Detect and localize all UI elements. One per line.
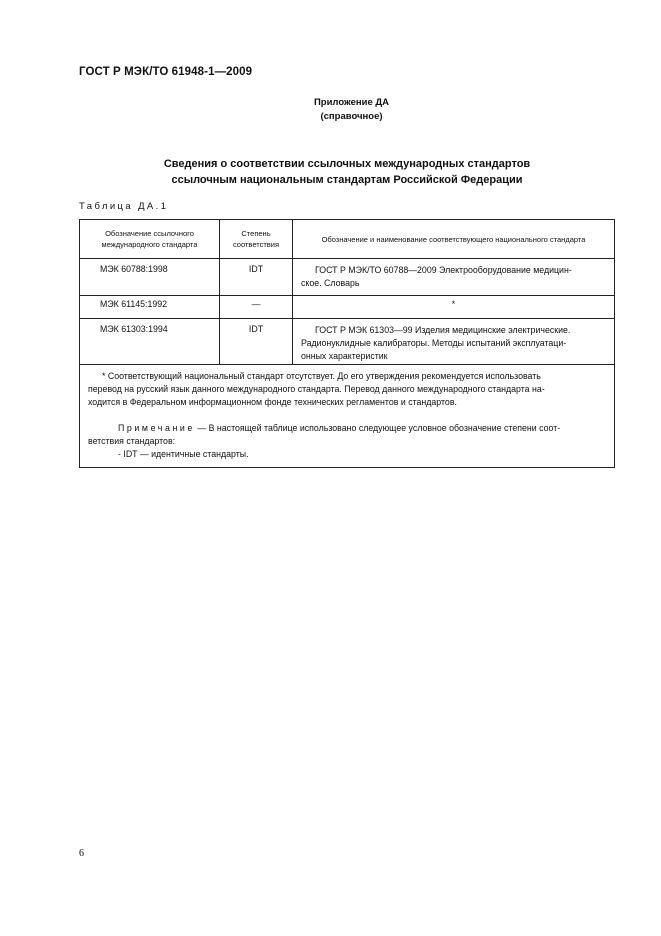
cell-national-footnote-mark: * [293, 296, 615, 319]
cell-degree: — [220, 296, 293, 319]
cell-national-line2: Радионуклидные калибраторы. Методы испытаний эксплуатаци- [301, 338, 567, 348]
note-line3: - IDT — идентичные стандарты. [118, 449, 249, 460]
section-title [79, 156, 615, 188]
note-line2: ветствия стандартов: [88, 435, 176, 446]
standards-correspondence-table [79, 219, 615, 468]
cell-ref: МЭК 61145:1992 [80, 296, 220, 319]
header-col2-line2: соответствия [232, 240, 280, 249]
note-line1: — В настоящей таблице использовано следующее условное обозначение степени соот- [197, 422, 561, 433]
header-col1-line1: Обозначение ссылочного [105, 229, 194, 238]
table-row [80, 296, 615, 319]
cell-degree: IDT [220, 259, 293, 296]
cell-national [293, 259, 615, 296]
table-row [80, 259, 615, 296]
cell-national-line2: ское. Словарь [301, 278, 360, 288]
appendix-title: Приложение ДА [313, 97, 390, 108]
cell-national-line1: ГОСТ Р МЭК 61303—99 Изделия медицинские электрические. [315, 325, 571, 335]
cell-national-line1: ГОСТ Р МЭК/ТО 60788—2009 Электрооборудование медицин- [315, 265, 572, 275]
document-code-header: ГОСТ Р МЭК/ТО 61948-1—2009 [79, 66, 253, 78]
table-header-row [80, 220, 615, 259]
cell-national-line3: онных характеристик [301, 351, 388, 361]
footnote-line1: * Соответствующий национальный стандарт отсутствует. До его утверждения рекомендуется использовать [102, 371, 541, 381]
header-national-standard: Обозначение и наименование соответствующего национального стандарта [293, 220, 615, 259]
table-label: Таблица ДА.1 [79, 201, 169, 212]
footnote-line2: перевод на русский язык данного международного стандарта. Перевод данного международного стандарта на- [88, 384, 545, 395]
page-number: 6 [79, 848, 84, 859]
footnote-line3: ходится в Федеральном информационном фонде технических регламентов и стандартов. [88, 397, 457, 408]
section-title-line2: ссылочным национальным стандартам Российской Федерации [171, 174, 523, 186]
header-col2-line1: Степень [241, 229, 271, 238]
table-row [80, 319, 615, 365]
appendix-subtitle: (справочное) [320, 111, 383, 122]
table-footnote-cell [80, 365, 615, 468]
cell-ref: МЭК 61303:1994 [80, 319, 220, 365]
section-title-line1: Сведения о соответствии ссылочных международных стандартов [163, 158, 531, 170]
header-degree [220, 220, 293, 259]
cell-ref: МЭК 60788:1998 [80, 259, 220, 296]
cell-national [293, 319, 615, 365]
appendix-heading [0, 96, 661, 124]
header-col1-line2: международного стандарта [101, 240, 198, 249]
note-heading: Примечание [118, 422, 195, 433]
header-international-standard [80, 220, 220, 259]
table-footer-row [80, 365, 615, 468]
cell-degree: IDT [220, 319, 293, 365]
